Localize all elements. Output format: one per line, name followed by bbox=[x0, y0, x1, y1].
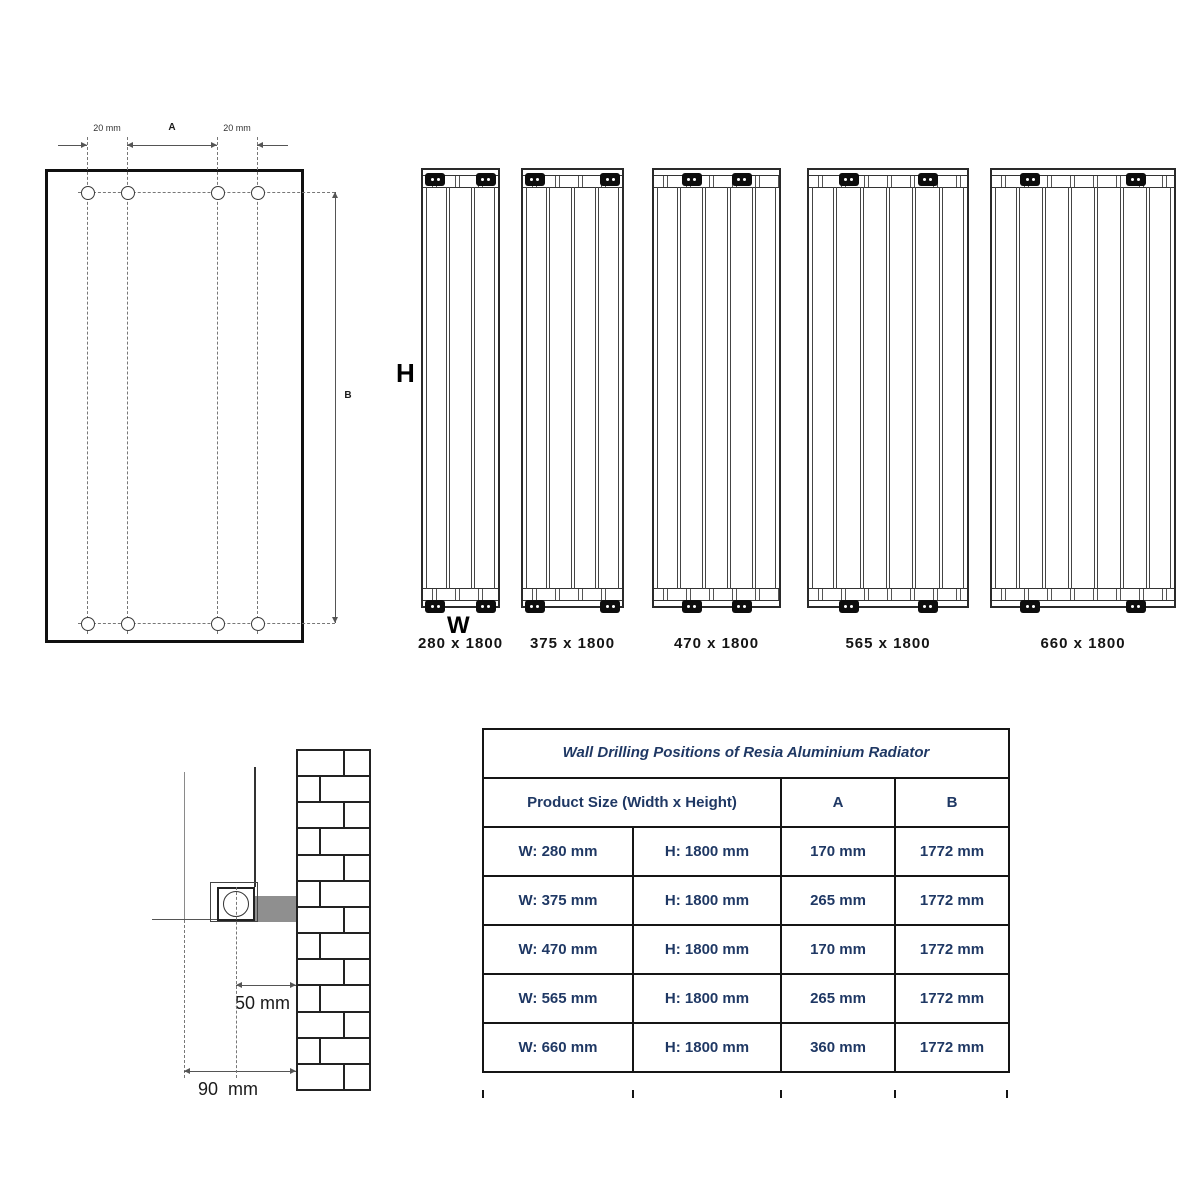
brick-row bbox=[298, 1039, 369, 1065]
radiator-profile-back bbox=[184, 772, 185, 920]
bracket-dot bbox=[1131, 605, 1134, 608]
bracket-dot bbox=[1137, 178, 1140, 181]
drill-hole bbox=[211, 186, 225, 200]
brick-joint bbox=[319, 934, 321, 958]
mounting-bracket-icon bbox=[918, 600, 938, 613]
radiator bbox=[990, 168, 1176, 652]
mounting-bracket-icon bbox=[600, 173, 620, 186]
mounting-bracket-icon bbox=[600, 600, 620, 613]
hole-centerline bbox=[257, 137, 258, 634]
radiator bbox=[521, 168, 624, 652]
cell-a: 170 mm bbox=[781, 827, 895, 876]
mounting-bracket-icon bbox=[839, 173, 859, 186]
dim-b-label: B bbox=[344, 390, 352, 401]
cell-b: 1772 mm bbox=[895, 876, 1009, 925]
radiator-edge-line bbox=[963, 187, 964, 589]
dim-20mm-left-label: 20 mm bbox=[93, 123, 121, 133]
bracket-dot bbox=[929, 178, 932, 181]
drill-hole bbox=[121, 617, 135, 631]
cell-a: 170 mm bbox=[781, 925, 895, 974]
table-header-row bbox=[483, 778, 1009, 827]
radiator-fin bbox=[833, 187, 837, 589]
bracket-dot bbox=[612, 178, 615, 181]
radiator-size-label: 280 x 1800 bbox=[417, 635, 504, 652]
cell-width: W: 660 mm bbox=[483, 1023, 633, 1072]
brick-joint bbox=[319, 777, 321, 801]
radiator-edge-line bbox=[812, 187, 813, 589]
brick-row bbox=[298, 960, 369, 986]
cell-height: H: 1800 mm bbox=[633, 1023, 781, 1072]
cell-width: W: 375 mm bbox=[483, 876, 633, 925]
brick-row bbox=[298, 777, 369, 803]
mounting-bracket-icon bbox=[732, 600, 752, 613]
dim-50mm-label: 50 mm bbox=[235, 993, 291, 1013]
brick-joint bbox=[343, 856, 345, 880]
mounting-bracket-icon bbox=[476, 600, 496, 613]
bracket-dot bbox=[923, 605, 926, 608]
bracket-dot bbox=[923, 178, 926, 181]
dim-line bbox=[127, 145, 217, 146]
mounting-bracket-icon bbox=[1126, 173, 1146, 186]
brick-joint bbox=[343, 908, 345, 932]
radiator-fin bbox=[1120, 187, 1124, 589]
cell-width: W: 280 mm bbox=[483, 827, 633, 876]
brick-row bbox=[298, 908, 369, 934]
bracket-dot bbox=[687, 605, 690, 608]
radiator-edge-line bbox=[618, 187, 619, 589]
bracket-dot bbox=[536, 605, 539, 608]
arrow-icon bbox=[332, 192, 338, 198]
cell-b: 1772 mm bbox=[895, 925, 1009, 974]
radiator-edge-line bbox=[657, 187, 658, 589]
brick-row bbox=[298, 803, 369, 829]
dim-line-b bbox=[335, 192, 336, 623]
brick-joint bbox=[319, 882, 321, 906]
bracket-dot bbox=[693, 605, 696, 608]
drill-hole bbox=[121, 186, 135, 200]
cell-b: 1772 mm bbox=[895, 974, 1009, 1023]
arrow-icon bbox=[184, 1068, 190, 1074]
bracket-dot bbox=[850, 178, 853, 181]
mounting-bracket-icon bbox=[1020, 173, 1040, 186]
bracket-dot bbox=[1131, 178, 1134, 181]
radiator-bottom-rail bbox=[992, 588, 1174, 601]
bracket-dot bbox=[1026, 605, 1029, 608]
radiator-size-label: 470 x 1800 bbox=[673, 635, 760, 652]
table-row bbox=[483, 827, 1009, 876]
header-product-size: Product Size (Width x Height) bbox=[483, 778, 781, 827]
drill-hole bbox=[81, 186, 95, 200]
radiator-fin bbox=[1068, 187, 1072, 589]
table-row bbox=[483, 974, 1009, 1023]
brick-row bbox=[298, 882, 369, 908]
bracket-dot bbox=[530, 178, 533, 181]
radiator bbox=[807, 168, 969, 652]
brick-joint bbox=[343, 960, 345, 984]
bracket-dot bbox=[530, 605, 533, 608]
cell-a: 360 mm bbox=[781, 1023, 895, 1072]
brick-joint bbox=[343, 1013, 345, 1037]
bracket-dot bbox=[612, 605, 615, 608]
bracket-dot bbox=[1137, 605, 1140, 608]
dim-90mm-label: 90 mm bbox=[198, 1079, 259, 1099]
header-b: B bbox=[895, 778, 1009, 827]
drill-hole bbox=[81, 617, 95, 631]
cell-height: H: 1800 mm bbox=[633, 827, 781, 876]
radiator-size-label: 660 x 1800 bbox=[1040, 635, 1126, 652]
bracket-dot bbox=[687, 178, 690, 181]
table-crop-tick bbox=[894, 1090, 896, 1098]
bracket-dot bbox=[743, 178, 746, 181]
cell-b: 1772 mm bbox=[895, 827, 1009, 876]
drill-hole bbox=[251, 186, 265, 200]
bracket-dot bbox=[431, 178, 434, 181]
brick-joint bbox=[319, 986, 321, 1010]
pipe-centerline bbox=[236, 887, 237, 1078]
table-row bbox=[483, 876, 1009, 925]
cell-height: H: 1800 mm bbox=[633, 974, 781, 1023]
width-letter-label: W bbox=[447, 612, 470, 639]
bracket-dot bbox=[737, 605, 740, 608]
radiator-edge-line bbox=[426, 187, 427, 589]
bracket-dot bbox=[693, 178, 696, 181]
radiator-fin bbox=[702, 187, 706, 589]
table-title-row bbox=[483, 729, 1009, 778]
mounting-bracket-icon bbox=[682, 600, 702, 613]
mounting-bracket-icon bbox=[732, 173, 752, 186]
drilling-positions-table bbox=[482, 728, 1010, 1073]
brick-wall bbox=[296, 749, 371, 1091]
bracket-dot bbox=[481, 605, 484, 608]
radiator-edge-line bbox=[526, 187, 527, 589]
bracket-dot bbox=[743, 605, 746, 608]
bracket-dot bbox=[1026, 178, 1029, 181]
mounting-bracket-icon bbox=[918, 173, 938, 186]
radiator-outline bbox=[45, 169, 304, 643]
brick-row bbox=[298, 934, 369, 960]
radiator-bottom-rail bbox=[654, 588, 779, 601]
bracket-dot bbox=[536, 178, 539, 181]
radiator-profile-front bbox=[254, 767, 256, 887]
brick-row bbox=[298, 829, 369, 855]
brick-joint bbox=[343, 1065, 345, 1089]
brick-row bbox=[298, 1013, 369, 1039]
radiator-fin bbox=[677, 187, 681, 589]
bracket-dot bbox=[487, 178, 490, 181]
cell-height: H: 1800 mm bbox=[633, 876, 781, 925]
bracket-dot bbox=[606, 605, 609, 608]
cell-a: 265 mm bbox=[781, 974, 895, 1023]
radiator-size-label: 375 x 1800 bbox=[529, 635, 616, 652]
height-letter-label: H bbox=[396, 358, 415, 388]
bracket-dot bbox=[431, 605, 434, 608]
radiator-fin bbox=[752, 187, 756, 589]
bracket-dot bbox=[437, 605, 440, 608]
brick-joint bbox=[343, 803, 345, 827]
table-crop-tick bbox=[1006, 1090, 1008, 1098]
drill-hole bbox=[211, 617, 225, 631]
brick-row bbox=[298, 986, 369, 1012]
mounting-bracket-icon bbox=[476, 173, 496, 186]
bracket-dot bbox=[737, 178, 740, 181]
hole-centerline bbox=[127, 137, 128, 634]
brick-joint bbox=[319, 829, 321, 853]
table-crop-tick bbox=[632, 1090, 634, 1098]
cell-height: H: 1800 mm bbox=[633, 925, 781, 974]
radiator-fin bbox=[912, 187, 916, 589]
cell-b: 1772 mm bbox=[895, 1023, 1009, 1072]
dim-line-90 bbox=[184, 1071, 296, 1072]
radiator-fin bbox=[546, 187, 550, 589]
hole-centerline bbox=[78, 192, 335, 193]
dim-line-50 bbox=[236, 985, 296, 986]
header-a: A bbox=[781, 778, 895, 827]
size-table-body bbox=[483, 827, 1009, 1072]
brick-joint bbox=[343, 751, 345, 775]
radiator-fin bbox=[860, 187, 864, 589]
hole-centerline bbox=[217, 137, 218, 634]
bracket-dot bbox=[844, 178, 847, 181]
radiator-edge-line bbox=[995, 187, 996, 589]
mounting-bracket-icon bbox=[839, 600, 859, 613]
hole-centerline bbox=[78, 623, 335, 624]
bracket-dot bbox=[929, 605, 932, 608]
brick-joint bbox=[319, 1039, 321, 1063]
radiator-fin bbox=[1016, 187, 1020, 589]
radiator-fin bbox=[1042, 187, 1046, 589]
bracket-dot bbox=[850, 605, 853, 608]
bracket-dot bbox=[844, 605, 847, 608]
radiator-edge-line bbox=[494, 187, 495, 589]
table-crop-tick bbox=[482, 1090, 484, 1098]
mounting-bracket-icon bbox=[525, 600, 545, 613]
radiator bbox=[652, 168, 781, 652]
brick-row bbox=[298, 856, 369, 882]
radiator-bottom-rail bbox=[809, 588, 967, 601]
cell-width: W: 470 mm bbox=[483, 925, 633, 974]
mounting-bracket-icon bbox=[425, 600, 445, 613]
table-row bbox=[483, 1023, 1009, 1072]
radiator-fin bbox=[471, 187, 475, 589]
mounting-bracket-icon bbox=[525, 173, 545, 186]
face-centerline bbox=[184, 920, 185, 1078]
radiator-fin bbox=[571, 187, 575, 589]
radiator-fin bbox=[939, 187, 943, 589]
brick-row bbox=[298, 751, 369, 777]
mounting-bracket-icon bbox=[1020, 600, 1040, 613]
cell-a: 265 mm bbox=[781, 876, 895, 925]
drill-hole bbox=[251, 617, 265, 631]
mounting-bracket-icon bbox=[682, 173, 702, 186]
bracket-dot bbox=[1032, 605, 1035, 608]
radiator-fin bbox=[727, 187, 731, 589]
dim-20mm-right-label: 20 mm bbox=[223, 123, 251, 133]
bracket-dot bbox=[1032, 178, 1035, 181]
radiator bbox=[417, 168, 504, 652]
radiator-fin bbox=[1094, 187, 1098, 589]
mounting-bracket-icon bbox=[1126, 600, 1146, 613]
radiator-fin bbox=[595, 187, 599, 589]
radiator-edge-line bbox=[775, 187, 776, 589]
radiator-fin bbox=[1146, 187, 1150, 589]
table-title: Wall Drilling Positions of Resia Aluminium Radiator bbox=[483, 729, 1009, 778]
arrow-icon bbox=[332, 617, 338, 623]
table-crop-tick bbox=[780, 1090, 782, 1098]
radiator-fin bbox=[886, 187, 890, 589]
brick-row bbox=[298, 1065, 369, 1089]
bracket-dot bbox=[437, 178, 440, 181]
mounting-bracket-icon bbox=[425, 173, 445, 186]
hole-centerline bbox=[87, 137, 88, 634]
bracket-dot bbox=[487, 605, 490, 608]
radiator-fin bbox=[446, 187, 450, 589]
cell-width: W: 565 mm bbox=[483, 974, 633, 1023]
bracket-dot bbox=[606, 178, 609, 181]
bracket-dot bbox=[481, 178, 484, 181]
radiator-top-rail bbox=[654, 175, 779, 188]
table-row bbox=[483, 925, 1009, 974]
radiator-size-label: 565 x 1800 bbox=[845, 635, 931, 652]
radiator-edge-line bbox=[1170, 187, 1171, 589]
dim-a-label: A bbox=[168, 122, 176, 133]
